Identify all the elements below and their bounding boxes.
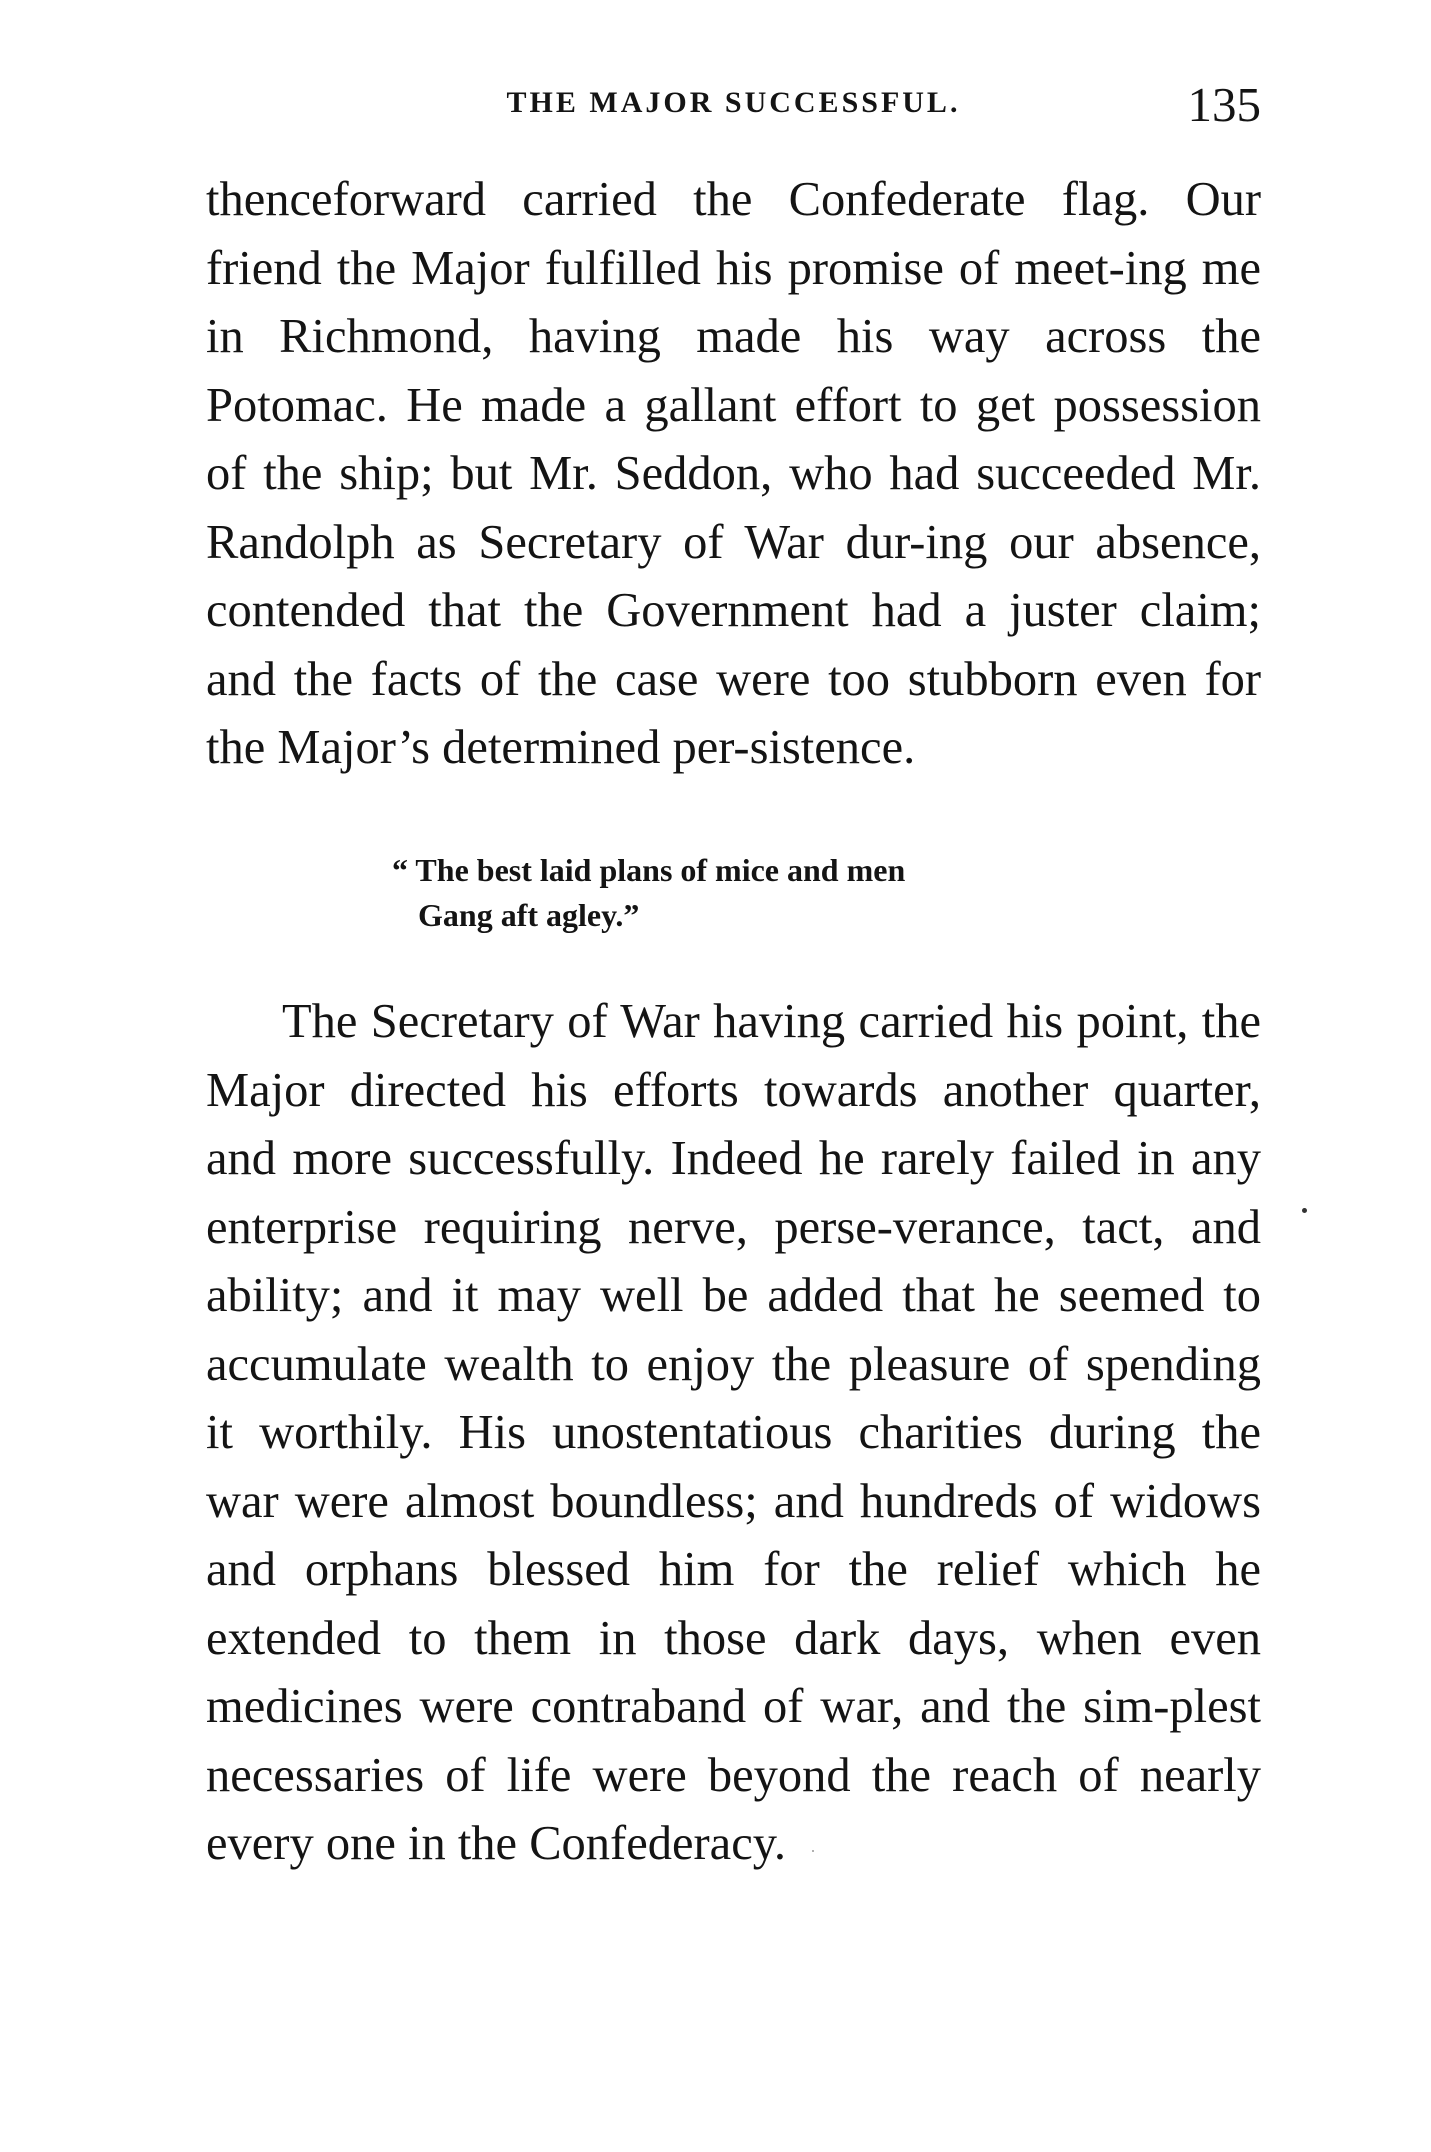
quote-line-2: Gang aft agley.” [418,897,640,933]
paragraph-1: thenceforward carried the Confederate flag. Our friend the Major fulfilled his promise of meet-ing me in Richmond, having made his way across the Potomac. He made a gallant effort to get possession of the ship; but Mr. Seddon, who had succeeded Mr. Randolph as Secretary of War dur-ing our absence, contended that the Government had a juster claim; and the facts of the case were too stubborn even for the Major’s determined per-sistence. [206,173,1261,774]
running-head [206,76,1261,136]
print-speck [812,1850,814,1852]
page-number: 135 [1187,77,1261,132]
verse-quotation [392,848,905,938]
running-title: THE MAJOR SUCCESSFUL. [506,86,961,119]
print-speck [1302,1208,1307,1213]
paragraph-2: The Secretary of War having carried his point, the Major directed his efforts towards another quarter, and more successfully. Indeed he rarely failed in any enterprise requiring nerve, perse-verance, tact, and ability; and it may well be added that he seemed to accumulate wealth to enjoy the pleasure of spending it worthily. His unostentatious charities during the war were almost boundless; and hundreds of widows and orphans blessed him for the relief which he extended to them in those dark days, when even medicines were contraband of war, and the sim-plest necessaries of life were beyond the reach of nearly every one in the Confederacy. [206,995,1261,1870]
quote-line-1: “ The best laid plans of mice and men [392,852,906,888]
